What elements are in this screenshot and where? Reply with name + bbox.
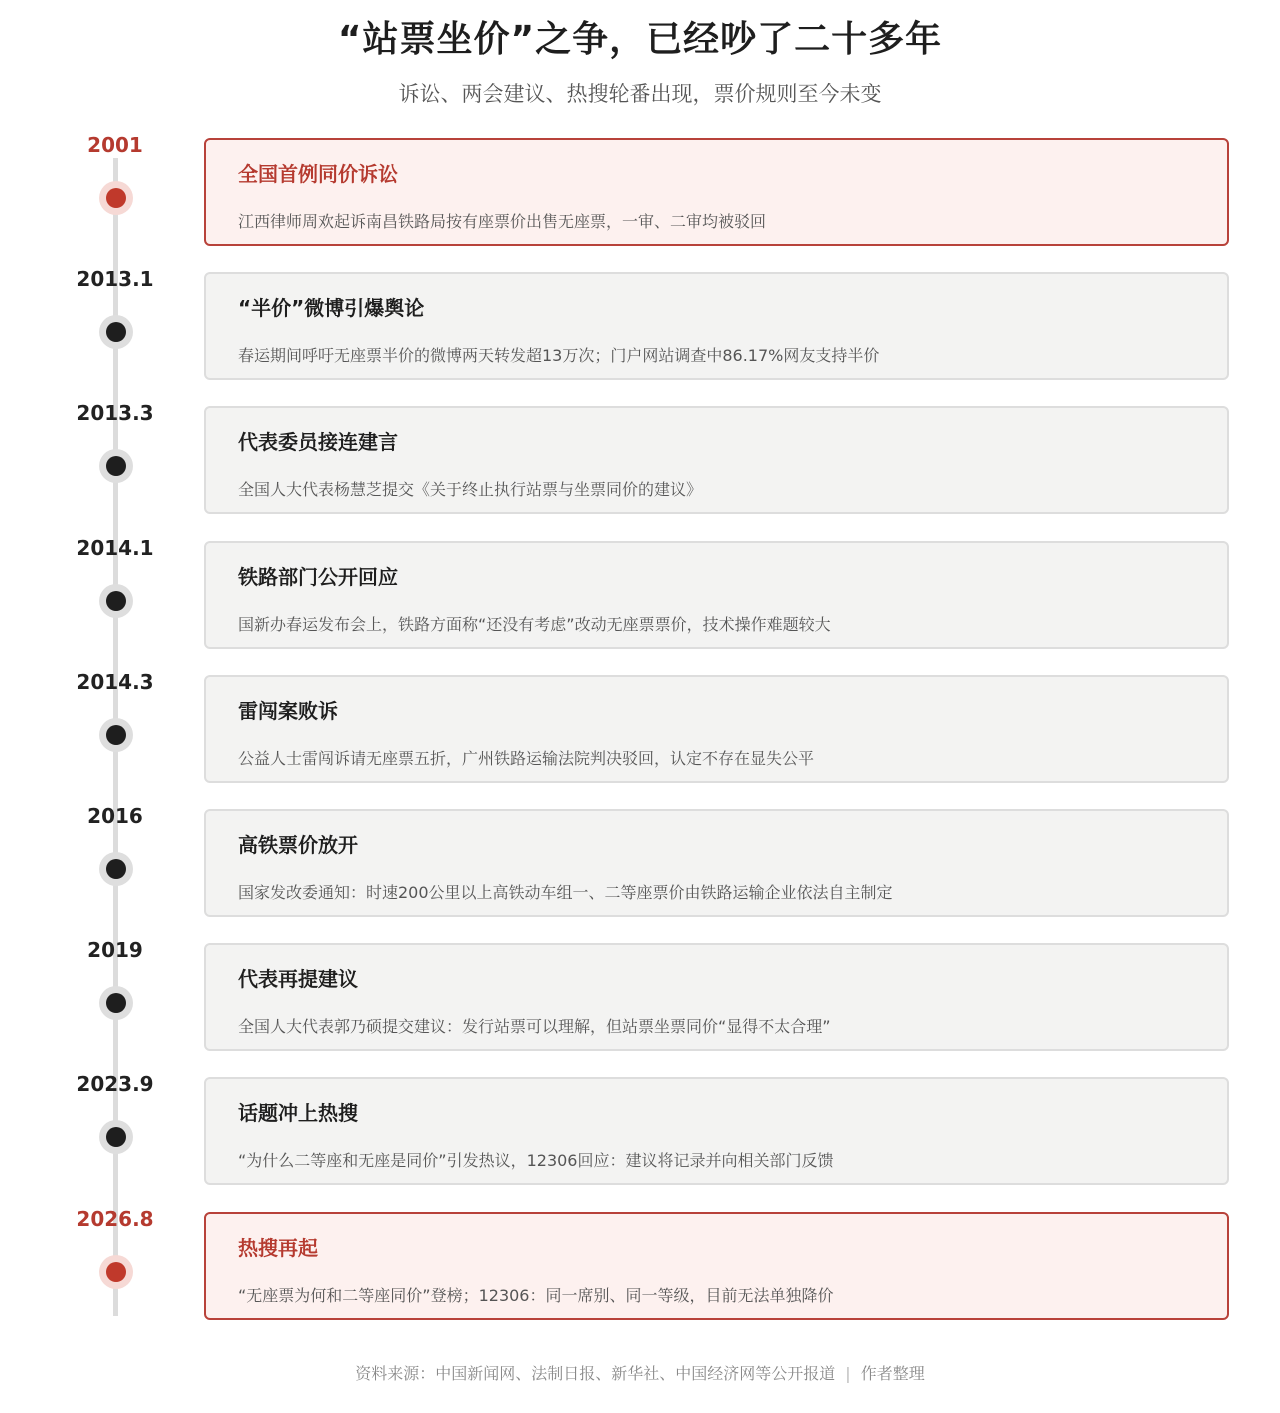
event-title: “半价”微博引爆舆论 [238,296,425,320]
timeline-marker-core [106,322,126,342]
event-card [204,1077,1229,1185]
timeline-marker [99,449,133,483]
event-card [204,272,1229,380]
timeline-marker-core [106,591,126,611]
event-description: 国家发改委通知：时速200公里以上高铁动车组一、二等座票价由铁路运输企业依法自主制定 [238,883,893,902]
event-description: 全国人大代表郭乃硕提交建议：发行站票可以理解，但站票坐票同价“显得不太合理” [238,1017,831,1036]
timeline-year: 2013.3 [76,401,154,425]
footer [0,1361,1280,1387]
timeline-year: 2013.1 [76,267,154,291]
timeline-marker [99,852,133,886]
timeline-marker-core [106,725,126,745]
event-card [204,406,1229,514]
timeline-year: 2019 [87,938,143,962]
page-title: “站票坐价”之争，已经吵了二十多年 [337,19,943,60]
timeline-marker [99,315,133,349]
event-title: 话题冲上热搜 [238,1101,358,1125]
event-card [204,138,1229,246]
event-card [204,809,1229,917]
event-title: 热搜再起 [238,1236,318,1260]
event-card [204,675,1229,783]
timeline-marker [99,718,133,752]
event-description: 国新办春运发布会上，铁路方面称“还没有考虑”改动无座票票价，技术操作难题较大 [238,615,831,634]
timeline-year: 2023.9 [76,1072,154,1096]
event-description: 公益人士雷闯诉请无座票五折，广州铁路运输法院判决驳回，认定不存在显失公平 [238,749,815,768]
event-title: 代表再提建议 [238,967,358,991]
timeline-marker-core [106,1262,126,1282]
timeline-year: 2026.8 [76,1207,154,1231]
timeline-year: 2001 [87,133,143,157]
event-description: 全国人大代表杨慧芝提交《关于终止执行站票与坐票同价的建议》 [238,480,703,499]
page-subtitle: 诉讼、两会建议、热搜轮番出现，票价规则至今未变 [398,82,882,106]
event-description: “为什么二等座和无座是同价”引发热议，12306回应：建议将记录并向相关部门反馈 [238,1151,834,1170]
timeline-marker [99,1120,133,1154]
timeline-marker [99,1255,133,1289]
author-note: 作者整理 [860,1364,925,1383]
event-title: 代表委员接连建言 [238,430,398,454]
timeline-year: 2014.1 [76,536,154,560]
source-note: 资料来源：中国新闻网、法制日报、新华社、中国经济网等公开报道 [355,1364,836,1383]
event-card [204,1212,1229,1320]
event-description: “无座票为何和二等座同价”登榜；12306：同一席别、同一等级，目前无法单独降价 [238,1286,834,1305]
event-title: 雷闯案败诉 [238,699,338,723]
event-title: 高铁票价放开 [238,833,358,857]
footer-separator: | [845,1364,851,1383]
timeline-marker-core [106,456,126,476]
event-card [204,541,1229,649]
timeline-marker-core [106,993,126,1013]
event-title: 全国首例同价诉讼 [238,162,398,186]
event-title: 铁路部门公开回应 [238,565,398,589]
timeline-marker-core [106,859,126,879]
timeline-year: 2016 [87,804,143,828]
timeline-year: 2014.3 [76,670,154,694]
timeline-marker [99,584,133,618]
timeline-marker [99,181,133,215]
event-description: 春运期间呼吁无座票半价的微博两天转发超13万次；门户网站调查中86.17%网友支持半价 [238,346,880,365]
timeline-marker-core [106,1127,126,1147]
event-card [204,943,1229,1051]
event-description: 江西律师周欢起诉南昌铁路局按有座票价出售无座票，一审、二审均被驳回 [238,212,767,231]
timeline-marker-core [106,188,126,208]
timeline-marker [99,986,133,1020]
